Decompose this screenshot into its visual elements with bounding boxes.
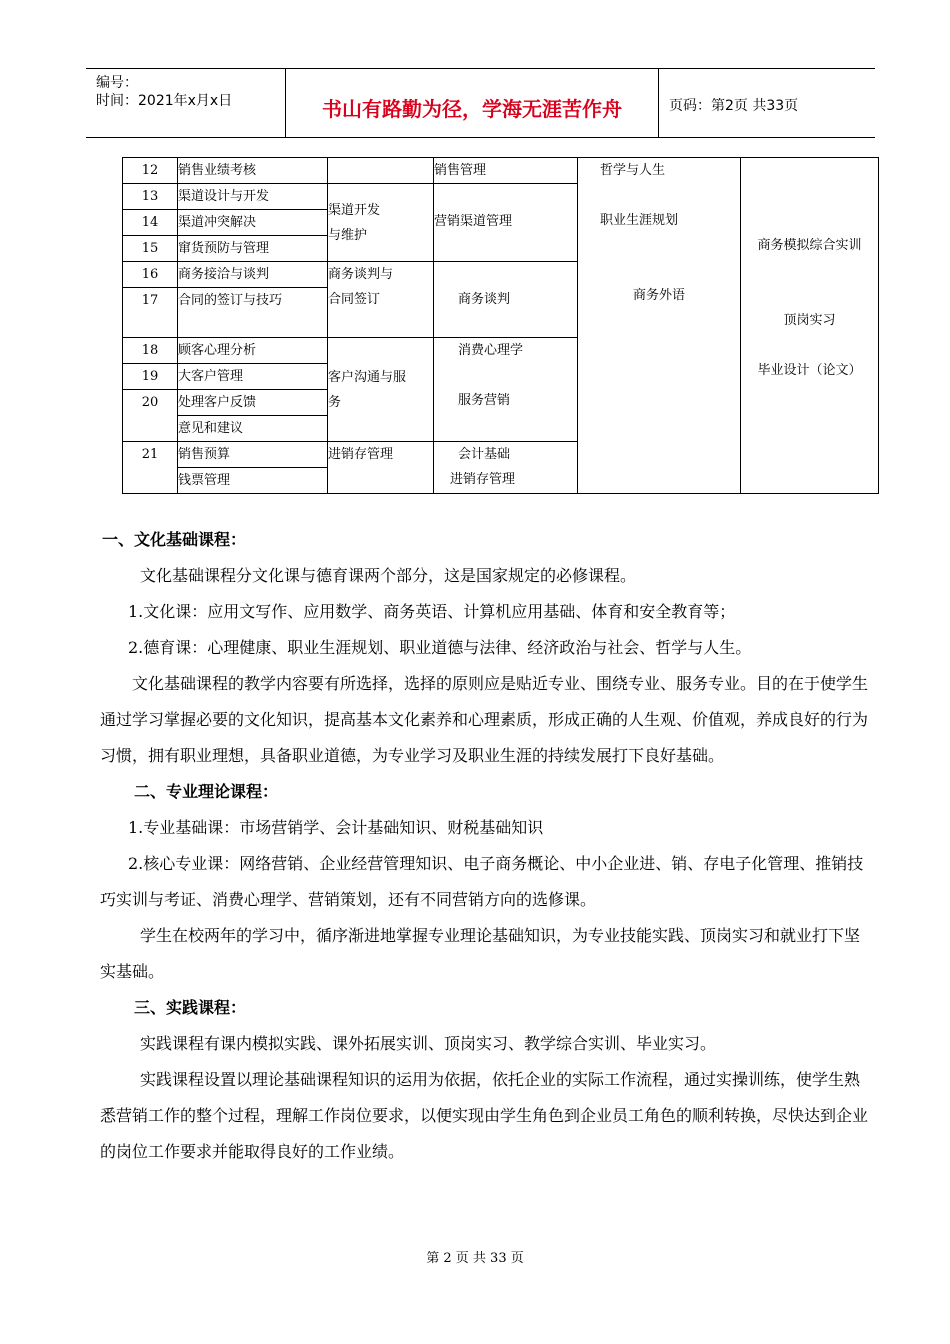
table-row xyxy=(123,158,879,184)
row-item: 窜货预防与管理 xyxy=(178,236,328,262)
curriculum-table xyxy=(122,157,879,494)
paragraph: 文化基础课程分文化课与德育课两个部分，这是国家规定的必修课程。 xyxy=(140,566,637,585)
row-item: 渠道设计与开发 xyxy=(178,184,328,210)
row-item: 销售业绩考核 xyxy=(178,158,328,184)
section-heading: 一、文化基础课程： xyxy=(102,530,247,549)
area-customer-a: 客户沟通与服 xyxy=(328,369,407,385)
row-number: 13 xyxy=(123,184,178,210)
row-item: 大客户管理 xyxy=(178,364,328,390)
header-meta-cell xyxy=(86,69,286,137)
row-item: 顾客心理分析 xyxy=(178,338,328,364)
course-inventory-mgmt: 进销存管理 xyxy=(450,472,516,487)
paragraph: 1.文化课：应用文写作、应用数学、商务英语、计算机应用基础、体育和安全教育等； xyxy=(128,602,736,621)
row-item: 商务接洽与谈判 xyxy=(178,262,328,288)
practice-cell xyxy=(741,158,879,494)
course-channel xyxy=(434,184,578,262)
course-cell: 销售管理 xyxy=(434,158,578,184)
general-courses-cell xyxy=(578,158,741,494)
row-number: 20 xyxy=(123,390,178,442)
header-page-cell xyxy=(659,69,875,137)
practice-thesis: 毕业设计（论文） xyxy=(757,363,862,378)
page-number-label: 页码：第2页 共33页 xyxy=(669,98,799,114)
page-footer: 第 2 页 共 33 页 xyxy=(426,1251,524,1266)
course-accounting: 会计基础 xyxy=(458,447,511,462)
area-negotiation xyxy=(328,262,434,338)
general-career: 职业生涯规划 xyxy=(600,213,679,228)
area-inventory: 进销存管理 xyxy=(328,442,434,494)
paragraph: 实践课程设置以理论基础课程知识的运用为依据，依托企业的实际工作流程，通过实操训练，使学生熟悉营销工作的整个过程，理解工作岗位要求，以便实现由学生角色到企业员工角色的顺利转换，尽快达到企业的岗位工作要求并能取得良好的工作业绩。 xyxy=(100,1070,869,1161)
row-number: 15 xyxy=(123,236,178,262)
general-english: 商务外语 xyxy=(632,288,685,303)
course-customer-cell xyxy=(434,338,578,442)
section-heading: 二、专业理论课程： xyxy=(134,782,279,801)
area-channel xyxy=(328,184,434,262)
paragraph: 文化基础课程的教学内容要有所选择，选择的原则应是贴近专业、围绕专业、服务专业。目的在于使学生通过学习掌握必要的文化知识，提高基本文化素养和心理素质，形成正确的人生观、价值观，养成良好的行为习惯，拥有职业理想，具备职业道德，为专业学习及职业生涯的持续发展打下良好基础。 xyxy=(100,674,869,765)
row-number: 17 xyxy=(123,288,178,338)
course-negotiation-cell xyxy=(434,262,578,338)
section-heading: 三、实践课程： xyxy=(134,998,247,1017)
row-number: 16 xyxy=(123,262,178,288)
paragraph: 2.德育课：心理健康、职业生涯规划、职业道德与法律、经济政治与社会、哲学与人生。 xyxy=(128,638,752,657)
row-number: 19 xyxy=(123,364,178,390)
course-channel-mgmt: 营销渠道管理 xyxy=(434,214,513,229)
course-inventory-cell xyxy=(434,442,578,494)
row-item: 合同的签订与技巧 xyxy=(178,288,328,338)
row-item-cont: 钱票管理 xyxy=(178,468,328,494)
page-header xyxy=(86,68,875,138)
area-customer xyxy=(328,338,434,442)
area-cell-empty xyxy=(328,158,434,184)
date-label: 时间：2021年x月x日 xyxy=(96,93,233,109)
row-number: 12 xyxy=(123,158,178,184)
area-negotiation-b: 合同签订 xyxy=(328,292,381,307)
course-psychology: 消费心理学 xyxy=(458,343,524,358)
row-item: 渠道冲突解决 xyxy=(178,210,328,236)
row-number: 18 xyxy=(123,338,178,364)
practice-intern: 顶岗实习 xyxy=(783,313,836,328)
practice-sim: 商务模拟综合实训 xyxy=(757,238,862,253)
document-body xyxy=(100,522,875,1170)
paragraph: 2.核心专业课：网络营销、企业经营管理知识、电子商务概论、中小企业进、销、存电子化管理、推销技巧实训与考证、消费心理学、营销策划，还有不同营销方向的选修课。 xyxy=(100,854,864,909)
paragraph: 学生在校两年的学习中，循序渐进地掌握专业理论基础知识，为专业技能实践、顶岗实习和就业打下坚实基础。 xyxy=(100,926,861,981)
code-label: 编号： xyxy=(96,75,138,91)
area-channel-a: 渠道开发 xyxy=(328,202,381,218)
row-number: 21 xyxy=(123,442,178,494)
row-number: 14 xyxy=(123,210,178,236)
row-item-cont: 意见和建议 xyxy=(178,416,328,442)
general-philosophy: 哲学与人生 xyxy=(600,163,666,178)
paragraph: 1.专业基础课：市场营销学、会计基础知识、财税基础知识 xyxy=(128,818,544,837)
course-service: 服务营销 xyxy=(458,393,511,408)
row-item: 处理客户反馈 xyxy=(178,390,328,416)
course-negotiation: 商务谈判 xyxy=(458,292,511,307)
area-customer-b: 务 xyxy=(328,394,342,410)
paragraph: 实践课程有课内模拟实践、课外拓展实训、顶岗实习、教学综合实训、毕业实习。 xyxy=(140,1034,717,1053)
area-channel-b: 与维护 xyxy=(328,227,368,243)
motto: 书山有路勤为径，学海无涯苦作舟 xyxy=(322,97,622,121)
header-motto-cell xyxy=(286,69,659,137)
area-negotiation-a: 商务谈判与 xyxy=(328,267,394,282)
row-item: 销售预算 xyxy=(178,442,328,468)
